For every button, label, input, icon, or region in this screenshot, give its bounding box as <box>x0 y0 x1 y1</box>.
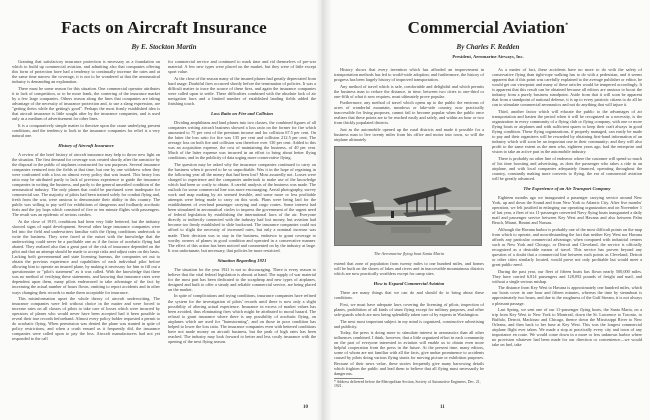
paragraph: First, we must have adequate laws covering the licensing of pilots, inspection of planes, prohibition of all kinds of stunt flying except for military purposes, and other safe-guards which are now being splendidly taken care of by experts in Washington. <box>334 301 484 318</box>
paragraph: As a matter of fact, these accidents have no more to do with the safety of conservative flying than tight-rope walking has to do with a pedestrian, and it seems apparent that if this point was carefully explained to the average publisher or editor, he would get our viewpoint and many of these articles would be tempered accordingly. It is apparent that this result can be obtained because all editors are anxious to boost the industry from a purely business standpoint. Aside from that it will soon be apparent that from a standpoint of national defense, it is up to every patriotic citizen to do all he can to stimulate commercial aeronautics and not do anything that will injure it. <box>492 67 642 108</box>
paragraph: At the close of the season many of the insured planes had greatly depreciated from hard usage. Doubtful fires occurred shortly before the termination of policies. It was a difficult matter to trace the source of these fires, and again the insurance companies were called upon to settle. These difficulties combined with the absolute lack of air navigation laws and a limited number of established landing fields added the finishing touch. <box>168 75 316 106</box>
paragraph: Granting that satisfactory insurance protection is necessary as a foundation on which to build up commercial aviation, and admitting also that companies offering this form of protection have had a tendency to continually increase the rates and at the same time narrow the coverage, it is not to be wondered at that the aeronautical industry is demanding an explanation. <box>12 59 160 85</box>
paragraph: There are many things that we can do and should do to bring about these conditions. <box>334 290 484 301</box>
paragraph: Eighteen months ago we inaugurated a passenger carrying service around New York, up and down the Sound and from New York to Atlantic City. After five months' operation, we felt justified in enlarging our operating organization and on November 1 of last year, a fleet of six 11-passenger converted Navy flying boats inaugurated a daily mail and passenger service between Key West and Havana and also between Palm Beach, Miami, Bimini and Nassau. <box>492 195 642 226</box>
section-heading: Loss Ratio on Fire and Collision <box>211 110 273 116</box>
section-heading: Situation Regarding 1921 <box>217 257 267 263</box>
author-affiliation: President, Aeromarine Airways, Inc. <box>452 54 524 59</box>
article-columns <box>334 67 642 388</box>
paragraph: The question may be asked why the insurance companies continued to carry on the business when it proved to be so unprofitable. Was it in the hope of regaining in the following year all the money that had been lost? Most assuredly not. Losses were charged to experience and the companies undertook to make use of the knowledge which had been so costly to obtain. A careful analysis of the business was made. The outlook for some commercial line was more encouraging. Aerial photography, survey work and map making by air seemed feasible, and some more or less profitable attempts were being made to carry on this work. Plans were being laid for the establishment of overland passenger carrying and cargo routes. Some interest had been stimulated in aeronautical circles to impress the government of the urgent need of federal legislation by establishing the international laws of the air. Everyone directly or indirectly connected with the industry had lost money, but aviation had become too firmly established to slide backward. The insurance companies could not afford to slight the necessity of increased rates, but only a nominal increase was made. Their decision was to stay in the business, endeavor to grant coverage to worthy owners of planes in good condition and operated in a conservative manner. The effect of this action has been noticed and commented on by the industry at large. It was unfortunate, but necessary, that policies be more restricted. <box>168 161 316 253</box>
paragraph: Today, the press is doing more to stimulate interest in aeronautics than all other influences combined. I think, however, that a little organized effort in each community on the part of everyone interested in aviation will enable us to obtain even more helpful cooperation from the press in the future. At the present time, many editors, some of whom are not familiar with all the facts, give undue prominence to accidents caused by pilots doing various flying stunts for moving picture or exhibition purposes. Because of their news value, these stories frequently give many harrowing details which frighten the public and lead them to believe that all flying must necessarily be dangerous. <box>334 330 484 376</box>
paragraph: History shows that every invention which has afforded an improvement in transportation methods has led to world-wide adoption; and furthermore, the history of progress has been largely history of improved transportation. <box>334 67 484 83</box>
paragraph: In spite of complications and trying conditions, insurance companies have refined the system for the investigation of pilots' records until there is now only a slight possibility of altering actual experience. Insurance in excess of market values has been avoided, thus eliminating fires which might be attributed to moral hazard. The refusal to grant insurance where there is any possibility of acrobatic flying, on airplanes which are used for "barnstorming", and on those in poor condition has helped to lower the loss ratio. The insurance companies even with bettered conditions have not made money on aircraft business, but the peak of high rates has been reached. The industry may look forward to better and less costly insurance with the opening of the next flying season. <box>168 293 316 344</box>
paragraph: During the past year, our fleet of fifteen boats has flown nearly 500,000 miles. They have carried 6,814 passengers and 128,092 pounds of freight and mail, and without a single serious mishap. <box>492 268 642 284</box>
footnote-mark: * <box>565 22 569 29</box>
article-byline: By Charles F. Redden <box>456 43 520 51</box>
paragraph: This misinformation upset the whole theory of aircraft underwriting. The insurance companies were left without choice in the matter and were forced to increase rates on all classes of pilots to take care of losses which were incurred by operators of planes who would never have been accepted had it been possible to reveal their true records beforehand. Almost every policy holder requested a permit to do acrobatic flying. When permission was denied the plane was stunted in spite of policy restrictions, and when a crash ensued as it frequently did, the insurance companies were called upon to pay the loss. Aircraft manufacturers had not yet responded to the call <box>12 296 160 342</box>
page-number: 10 <box>303 405 308 410</box>
article-title-text: Commercial Aviation <box>407 18 566 37</box>
right-page <box>322 0 650 420</box>
section-heading: The Experience of an Air Transport Company <box>523 186 611 192</box>
column-1 <box>334 67 484 388</box>
paragraph: Any method of travel which is safe, comfortable and delightful and which permits the business man to reduce the distance, in time, between two cities to one-third or one-fifth of what it now requires, must ultimately prove popular. <box>334 83 484 99</box>
paragraph: Just as the automobile opened up the rural districts and made it possible for a business man to live twenty miles from his office and motor into town, so will the airplane ultimately <box>334 127 484 143</box>
paragraph: Although the Havana harbor is probably one of the most difficult points on the map from which to operate, and notwithstanding the fact that neither Key West nor Havana affords any particular commercial advantage, when compared with industrial centers such as New York and Chicago, or Detroit and Cleveland, the service is officially recognized as a desirable means of travel. This service has proven beyond any question of a doubt that a commercial line between such points as Cleveland, Detroit or other cities similarly located, would prove not only profitable but would meet a great public need. <box>492 226 642 268</box>
paragraph: There must be some reason for this situation. One commercial operator attributes it to lack of competition, or to be more frank, the cornering of the insurance market by a few large companies. Others reason along the lines that companies are taking advantage of the necessity of insurance protection and, to use a slang expression, are "getting theirs while the getting's good". Perhaps the most firmly established idea is that aircraft insurance is little sought after by the insurance companies, and is used only as a medium of advertisement for other lines. <box>12 85 160 122</box>
paragraph: It is a comparatively simple matter to theorize upon the cause underlying present conditions, and the tendency to look to the insurance companies for relief is a very natural one. <box>12 122 160 138</box>
page-number: 11 <box>440 405 445 410</box>
paragraph: Dividing amphibians and land planes into two classes, the combined figures of all companies writing aircraft business showed a loss ratio on the former for fire which amounted to 75 per cent of the premium income and for collision 67.5 per cent. On the latter the loss ratio for fire was 135 per cent and collision 212.5 per cent. The average loss on both fire and collision was therefore over 130 per cent. Added to this was an acquisition expense, the cost of maintaining the business, of 40 per cent. Much of the latter expense was incurred in an effort to bring about better flying conditions, and in the publicity of data urging more conservative flying. <box>168 119 316 161</box>
column-2 <box>168 59 316 345</box>
photo-caption: The Aeromarine flying boat Santa Maria <box>373 251 445 257</box>
paragraph: A review of the brief history of aircraft insurance may help to throw new light on the situation. The first demand for coverage was created shortly after the armistice by the disposal to the public of airplanes constructed for war purposes. Several insurance companies ventured into the fields at that time, but one by one withdrew when they were confronted with a loss on almost every policy that was issued. This heavy loss ratio may be attributed partly to lack of previous experience to guide the insurance companies in writing the business, and partly to the general unsettled condition of the aeronautical industry. The only planes that could be purchased were inadequate for commercial use. The majority of pilots had been trained solely for combat flying and, fresh from the war, were anxious to demonstrate their ability in this country. The public was willing to pay well for exhibitions of dangerous and foolhardy acrobatic feats and the joy hops which consisted of five or ten minute flights with passengers. The result was an epidemic of serious crashes. <box>12 151 160 218</box>
article-columns <box>12 59 316 345</box>
paragraph: Furthermore, any method of travel which opens up to the public the environs of acres of wonderful mountain, meadows or lake-side country, now practically inaccessible for living purposes, cannot fail to become popular when the public once realizes that these points are to be reached easily and safely, and within an hour or two from thickly populated districts. <box>334 100 484 126</box>
paragraph: Last Spring, we sent one of our 11-passenger flying boats, the Santa Maria, on a trip from Key West to New York to Montreal, down the St. Lawrence to Toronto, to Buffalo, Detroit, Mackinac and Chicago, thence down the Mississippi River to New Orleans, and then back to her base at Key West. This was the longest commercial airplane flight ever taken. We made a stop at practically every city and town of any importance en route. We would come down in a more or less unknown harbor where no provision whatever had been made for our direction or convenience—we would take on fuel, take <box>492 307 642 348</box>
flying-boat-photo <box>334 146 482 246</box>
article-title <box>334 18 642 38</box>
paragraph: The next most important subject in my mind is organized, constructive advertising and publicity. <box>334 318 484 329</box>
section-heading: How to Expand Commercial Aviation <box>373 281 445 287</box>
footnote: * Address delivered before the Metropolitan Section, Society of Automotive Engineers, Dec. 21, 1921. <box>334 379 481 389</box>
flying-boat-image-icon <box>335 147 482 246</box>
column-2 <box>492 67 642 388</box>
section-heading: History of Aircraft Insurance <box>58 142 114 148</box>
paragraph: At the close of 1919, conditions had been very little bettered, but the industry showed signs of rapid development. Several other large insurance companies were led into the field and underwriters familiar with the flying conditions undertook to write the business. They were faced at the outset with the knowledge that the underwriting could never be a profitable one as if the factor of acrobatic flying had abated. They realized also that a great part of the risk of insurance depended on the pilot and that an attempt should be made to accept risks and adjust rates on this basis. Lacking both governmental and state licensing bureaus, the companies set out to obtain the previous experience and capabilities of each individual pilot before allowing him to operate an insured plane, by making it necessary for him to fill out a questionnaire or "pilot's statement" as it was called. With the knowledge that there was no method of verifying these statements, and knowing that insurance rates were dependent upon them, many pilots endeavored to take advantage of the fact by increasing the actual number of hours flown, omitting to report accidents and in other ways changing their records to make them acceptable for insurance. <box>12 218 160 295</box>
article-byline: By E. Stockton Martin <box>131 43 197 51</box>
article-title: Facts on Aircraft Insurance <box>61 18 267 37</box>
paragraph: There is probably no other line of endeavor where the customer will spend so much of his time boosting and advertising, as does the passenger who takes a ride in an airplane, and with local companies adequately financed, operating throughout the country, constantly making more converts to flying, the era of commercial aviation will be greatly advanced. <box>492 155 642 181</box>
column-1 <box>12 59 160 345</box>
paragraph: The situation for the year 1921 is not so discouraging. There is every reason to believe that the vital federal legislation is almost at hand. The supply of war material for the most part has been dedicated to the scrapheap and new types of airplanes, designed and built to offer a steady and reliable commercial service, are being placed on the market. <box>168 266 316 292</box>
paragraph: for commercial service and continued to mark time and rid themselves of pre-war material. A few new types were placed on the market, but they were of little except sport value. <box>168 59 316 75</box>
gutter-shadow <box>322 0 332 420</box>
left-page <box>0 0 322 420</box>
paragraph: The distance from Key West to Havana is approximately one hundred miles, which our boats cover in one hour and fifteen minutes, whereas the time by steamboat is approximately two hours, and due to the roughness of the Gulf Stream, it is not always a pleasant passage. <box>492 285 642 306</box>
paragraph: Third, another factor which will educate the public to the advantages of air transportation and hasten the period when it will be recognized as a necessity, is the organization in every community of a flying club or flying company, with one or more flying boats or airplanes and with sufficient spares to keep their craft always in good flying condition. These flying organizations, if properly managed, can easily be made to pay and their organizers will be rewarded by obtaining first-hand information of an industry which will soon be an important one in their community; and they will also profit to the same extent as the men who, eighteen years ago, had the enterprise and vision to take an active part in the automobile industry. <box>492 108 642 155</box>
paragraph: extend that zone of population from twenty miles to one hundred miles, and homes will be built on the shores of lakes and rivers and in inaccessible mountainous districts which are now practically worthless except for camp sites. <box>334 261 484 277</box>
